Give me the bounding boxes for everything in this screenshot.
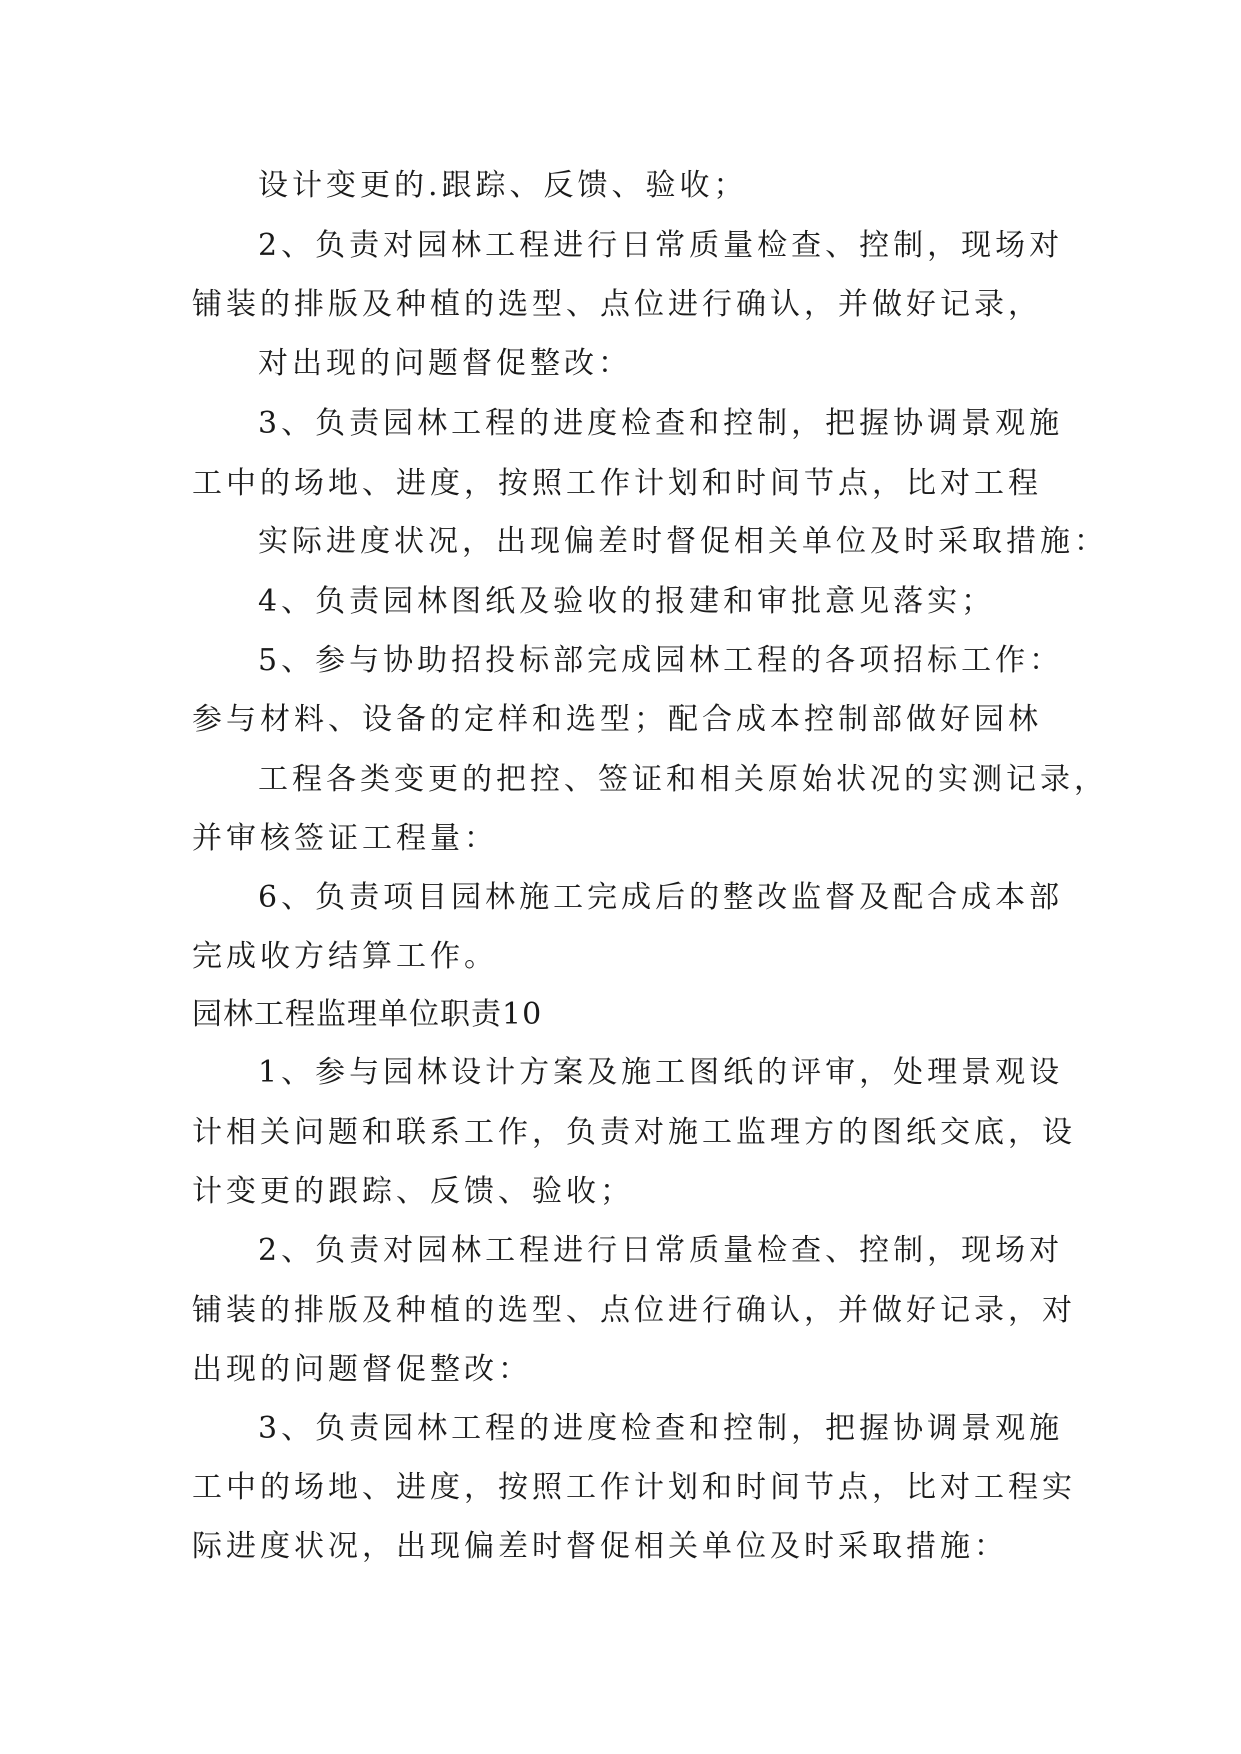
text-line: 对出现的问题督促整改： — [258, 346, 632, 381]
section-heading: 园林工程监理单位职责10 — [192, 997, 543, 1032]
text-line: 6、负责项目园林施工完成后的整改监督及配合成本部 — [258, 880, 1064, 915]
text-line: 铺装的排版及种植的选型、点位进行确认，并做好记录，对 — [192, 1293, 1076, 1328]
text-line: 2、负责对园林工程进行日常质量检查、控制，现场对 — [258, 228, 1064, 263]
text-line: 设计变更的.跟踪、反馈、验收； — [258, 168, 748, 203]
text-line: 完成收方结算工作。 — [192, 939, 498, 974]
text-line: 1、参与园林设计方案及施工图纸的评审，处理景观设 — [258, 1055, 1064, 1090]
text-line: 2、负责对园林工程进行日常质量检查、控制，现场对 — [258, 1233, 1064, 1268]
text-line: 3、负责园林工程的进度检查和控制，把握协调景观施 — [258, 1411, 1064, 1446]
text-line: 工程各类变更的把控、签证和相关原始状况的实测记录， — [258, 762, 1108, 797]
text-line: 并审核签证工程量： — [192, 821, 498, 856]
text-line: 际进度状况，出现偏差时督促相关单位及时采取措施： — [192, 1529, 1008, 1564]
text-line: 参与材料、设备的定样和选型；配合成本控制部做好园林 — [192, 702, 1042, 737]
text-line: 计相关问题和联系工作，负责对施工监理方的图纸交底，设 — [192, 1115, 1076, 1150]
text-line: 3、负责园林工程的进度检查和控制，把握协调景观施 — [258, 406, 1064, 441]
text-line: 5、参与协助招投标部完成园林工程的各项招标工作： — [258, 643, 1064, 678]
text-line: 工中的场地、进度，按照工作计划和时间节点，比对工程实 — [192, 1470, 1076, 1505]
text-line: 铺装的排版及种植的选型、点位进行确认，并做好记录， — [192, 287, 1042, 322]
text-line: 出现的问题督促整改： — [192, 1352, 532, 1387]
text-line: 实际进度状况，出现偏差时督促相关单位及时采取措施： — [258, 524, 1108, 559]
text-line: 计变更的跟踪、反馈、验收； — [192, 1174, 634, 1209]
text-line: 4、负责园林图纸及验收的报建和审批意见落实； — [258, 584, 996, 619]
text-line: 工中的场地、进度，按照工作计划和时间节点，比对工程 — [192, 466, 1042, 501]
